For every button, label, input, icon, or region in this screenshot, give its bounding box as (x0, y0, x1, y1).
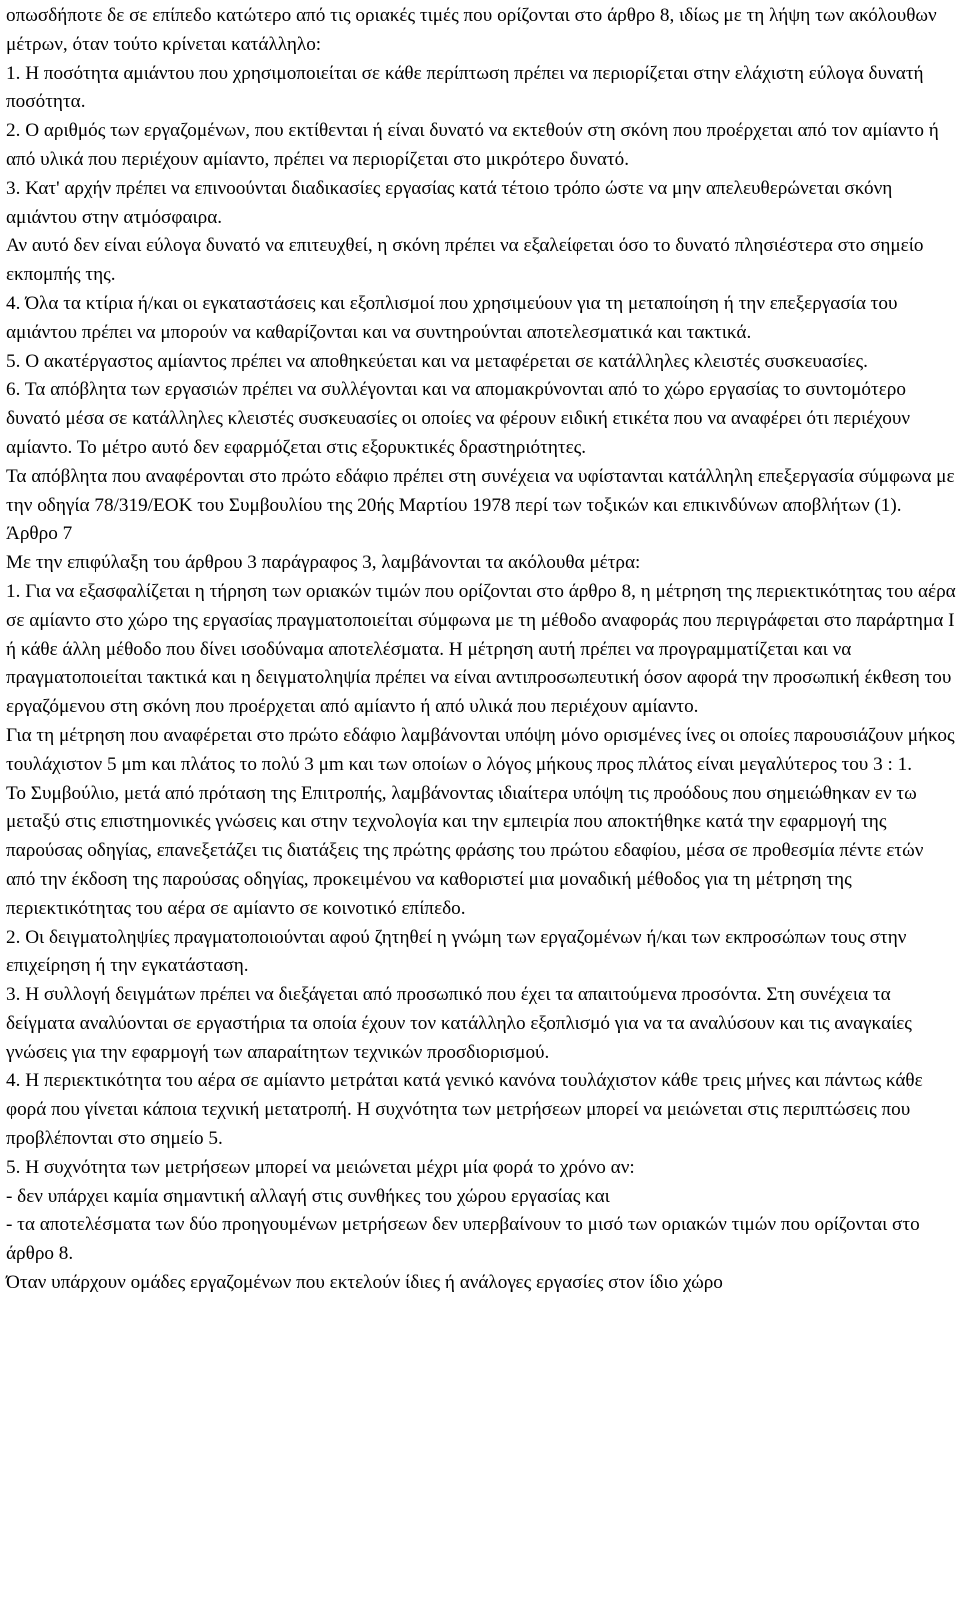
paragraph-art6-item-2: 2. Ο αριθμός των εργαζομένων, που εκτίθενται ή είναι δυνατό να εκτεθούν στη σκόνη που προέρχεται από τον αμίαντο ή από υλικά που περιέχουν αμίαντο, πρέπει να περιορίζεται στο μικρότερο δυνατό. (6, 120, 939, 170)
paragraph-art7-item-2: 2. Οι δειγματοληψίες πραγματοποιούνται αφού ζητηθεί η γνώμη των εργαζομένων ή/και των εκπροσώπων τους στην επιχείρηση ή την εγκατάσταση. (6, 926, 907, 977)
paragraph-art7-item-1-cont: Για τη μέτρηση που αναφέρεται στο πρώτο εδάφιο λαμβάνονται υπόψη μόνο ορισμένες ίνες οι οποίες παρουσιάζουν μήκος τουλάχιστον 5 μm και πλάτος το πολύ 3 μm και των οποίων ο λόγος μήκους προς πλάτος είναι μεγαλύτερος του 3 : 1. (6, 724, 955, 775)
list-item-dash-1: - δεν υπάρχει καμία σημαντική αλλαγή στις συνθήκες του χώρου εργασίας και (6, 1185, 610, 1207)
paragraph-art6-item-3-cont: Αν αυτό δεν είναι εύλογα δυνατό να επιτευχθεί, η σκόνη πρέπει να εξαλείφεται όσο το δυνατό πλησιέστερα στο σημείο εκπομπής της. (6, 235, 924, 286)
paragraph-art6-item-6: 6. Τα απόβλητα των εργασιών πρέπει να συλλέγονται και να απομακρύνονται από το χώρο εργασίας το συντομότερο δυνατό μέσα σε κατάλληλες κλειστές συσκευασίες οι οποίες να φέρουν ειδική ετικέτα που να αναφέρει ότι περιέχουν αμίαντο. Το μέτρο αυτό δεν εφαρμόζεται στις εξορυκτικές δραστηριότητες. (6, 379, 911, 458)
paragraph-art7-intro: Με την επιφύλαξη του άρθρου 3 παράγραφος 3, λαμβάνονται τα ακόλουθα μέτρα: (6, 552, 641, 574)
paragraph-art6-item-5: 5. Ο ακατέργαστος αμίαντος πρέπει να αποθηκεύεται και να μεταφέρεται σε κατάλληλες κλειστές συσκευασίες. (6, 350, 868, 372)
paragraph-art6-item-3: 3. Κατ' αρχήν πρέπει να επινοούνται διαδικασίες εργασίας κατά τέτοιο τρόπο ώστε να μην απελευθερώνεται σκόνη αμιάντου στην ατμόσφαιρα. (6, 177, 893, 228)
paragraph-art6-item-1: 1. Η ποσότητα αμιάντου που χρησιμοποιείται σε κάθε περίπτωση πρέπει να περιορίζεται στην ελάχιστη εύλογα δυνατή ποσότητα. (6, 62, 924, 113)
paragraph-art6-item-4: 4. Όλα τα κτίρια ή/και οι εγκαταστάσεις και εξοπλισμοί που χρησιμεύουν για τη μεταποίηση ή την επεξεργασία του αμιάντου πρέπει να μπορούν να καθαρίζονται και να συντηρούνται αποτελεσματικά και τακτικά. (6, 292, 898, 343)
paragraph-art7-item-1-council: Το Συμβούλιο, μετά από πρόταση της Επιτροπής, λαμβάνοντας ιδιαίτερα υπόψη τις προόδους που σημειώθηκαν εν τω μεταξύ στις επιστημονικές γνώσεις και στην τεχνολογία και την εμπειρία που αποκτήθηκε κατά την εφαρμογή της παρούσας οδηγίας, επανεξετάζει τις διατάξεις της πρώτης φράσης του πρώτου εδαφίου, μέσα σε προθεσμία πέντε ετών από την έκδοση της παρούσας οδηγίας, προκειμένου να καθοριστεί μια μοναδική μέθοδος για τη μέτρηση της περιεκτικότητας του αέρα σε αμίαντο σε κοινοτικό επίπεδο. (6, 782, 924, 919)
paragraph-art7-item-3: 3. Η συλλογή δειγμάτων πρέπει να διεξάγεται από προσωπικό που έχει τα απαιτούμενα προσόντα. Στη συνέχεια τα δείγματα αναλύονται σε εργαστήρια τα οποία έχουν τον κατάλληλο εξοπλισμό για να τα αναλύσουν και τις αναγκαίες γνώσεις για την εφαρμογή των απαραίτητων τεχνικών προσδιορισμού. (6, 984, 912, 1063)
paragraph-art7-item-4: 4. Η περιεκτικότητα του αέρα σε αμίαντο μετράται κατά γενικό κανόνα τουλάχιστον κάθε τρεις μήνες και πάντως κάθε φορά που γίνεται κάποια τεχνική μετατροπή. Η συχνότητα των μετρήσεων μπορεί να μειώνεται στις περιπτώσεις που προβλέπονται στο σημείο 5. (6, 1070, 923, 1150)
paragraph-last: Όταν υπάρχουν ομάδες εργαζομένων που εκτελούν ίδιες ή ανάλογες εργασίες στον ίδιο χώρο (6, 1272, 723, 1294)
paragraph-art7-item-1: 1. Για να εξασφαλίζεται η τήρηση των οριακών τιμών που ορίζονται στο άρθρο 8, η μέτρηση της περιεκτικότητας του αέρα σε αμίαντο στο χώρο της εργασίας πραγματοποιείται σύμφωνα με τη μέθοδο αναφοράς που περιγράφεται στο παράρτημα Ι ή κάθε άλλη μέθοδο που δίνει ισοδύναμα αποτελέσματα. Η μέτρηση αυτή πρέπει να προγραμματίζεται και να πραγματοποιείται τακτικά και η δειγματοληψία πρέπει να είναι αντιπροσωπευτική όσον αφορά την προσωπική έκθεση του εργαζόμενου στη σκόνη που προέρχεται από αμίαντο ή από υλικά που περιέχουν αμίαντο. (6, 580, 956, 718)
document-page (6, 2, 956, 1298)
paragraph-intro: οπωσδήποτε δε σε επίπεδο κατώτερο από τις οριακές τιμές που ορίζονται στο άρθρο 8, ιδίως με τη λήψη των ακόλουθων μέτρων, όταν τούτο κρίνεται κατάλληλο: (6, 5, 937, 55)
paragraph-art7-item-5: 5. Η συχνότητα των μετρήσεων μπορεί να μειώνεται μέχρι μία φορά το χρόνο αν: (6, 1156, 635, 1178)
article-7-heading: Άρθρο 7 (6, 523, 73, 545)
paragraph-art6-item-6-cont: Τα απόβλητα που αναφέρονται στο πρώτο εδάφιο πρέπει στη συνέχεια να υφίστανται κατάλληλη επεξεργασία σύμφωνα με την οδηγία 78/319/ΕΟΚ του Συμβουλίου της 20ής Μαρτίου 1978 περί των τοξικών και επικινδύνων αποβλήτων (1). (6, 465, 955, 516)
list-item-dash-2: - τα αποτελέσματα των δύο προηγουμένων μετρήσεων δεν υπερβαίνουν το μισό των οριακών τιμών που ορίζονται στο άρθρο 8. (6, 1214, 920, 1265)
